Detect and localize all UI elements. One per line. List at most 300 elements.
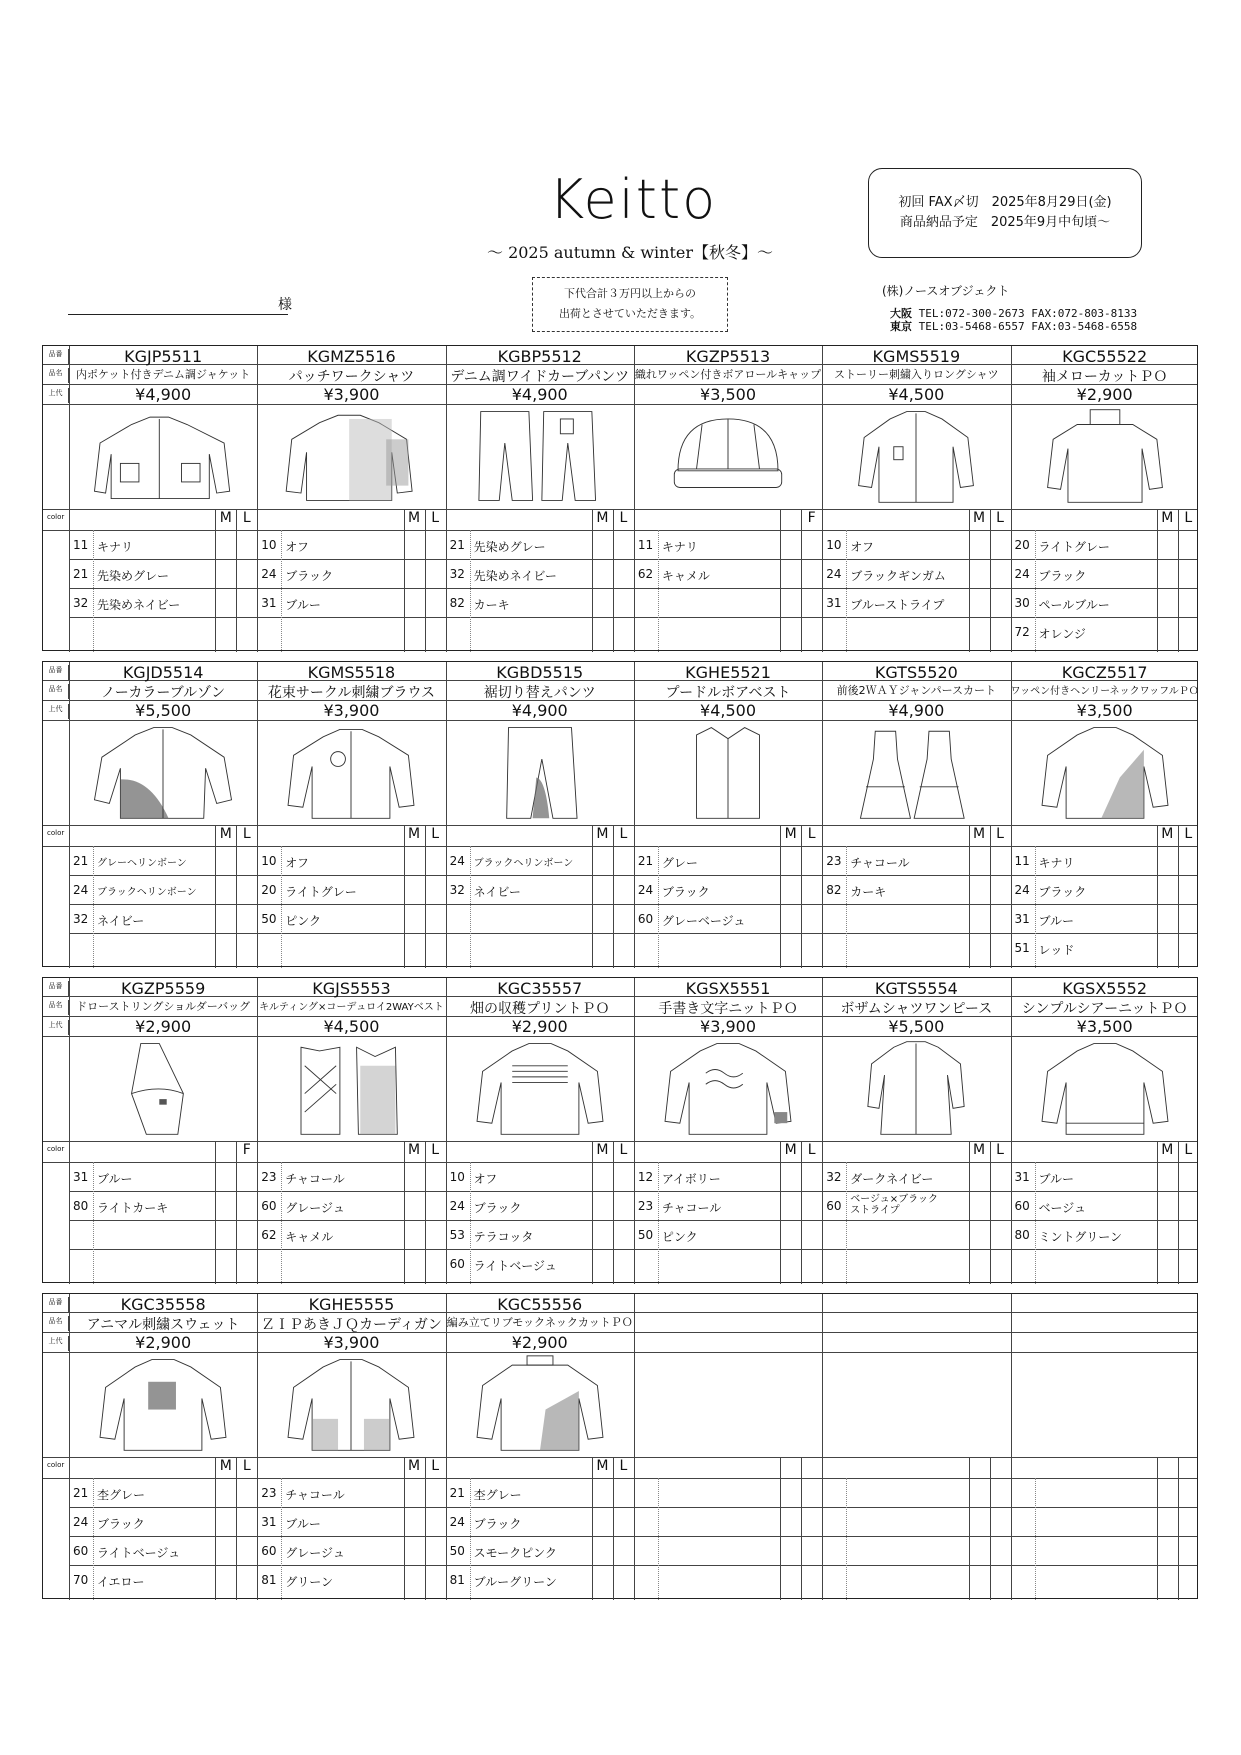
code-divider bbox=[1035, 1162, 1036, 1284]
color-name: スモークピンク bbox=[473, 1546, 557, 1560]
color-code: 31 bbox=[1014, 1170, 1030, 1184]
color-code: 11 bbox=[73, 538, 89, 552]
color-name: ブラック bbox=[1038, 569, 1087, 583]
code-divider bbox=[281, 530, 282, 652]
size-col-line bbox=[613, 825, 614, 968]
product-code: KGTS5554 bbox=[874, 979, 958, 998]
color-code: 21 bbox=[449, 538, 465, 552]
color-name: キナリ bbox=[661, 540, 698, 554]
size-col-line bbox=[404, 1457, 405, 1600]
color-row-line bbox=[69, 559, 1197, 560]
row-line bbox=[43, 404, 1197, 405]
size-col-line bbox=[990, 1141, 991, 1284]
code-divider bbox=[658, 1478, 659, 1600]
size-label: F bbox=[242, 1142, 251, 1158]
color-code: 60 bbox=[261, 1544, 277, 1558]
size-label: L bbox=[807, 826, 816, 842]
color-code: 24 bbox=[449, 1199, 465, 1213]
product-name: パッチワークシャツ bbox=[288, 369, 415, 385]
color-name: 先染めネイビー bbox=[473, 569, 557, 583]
product-name: ＺＩＰあきＪＱカーディガン bbox=[261, 1317, 442, 1333]
color-name: ブラック bbox=[285, 569, 334, 583]
color-code: 24 bbox=[449, 1515, 465, 1529]
quilted-vest-sketch bbox=[277, 1038, 425, 1138]
color-code: 31 bbox=[1014, 912, 1030, 926]
color-code: 21 bbox=[73, 567, 89, 581]
product-name: ボザムシャツワンピース bbox=[840, 1001, 993, 1017]
osaka-contact: TEL:072-300-2673 FAX:072-803-8133 bbox=[918, 307, 1138, 320]
size-col-line bbox=[969, 825, 970, 968]
color-name: ブルー bbox=[285, 598, 321, 612]
product-price: ¥3,900 bbox=[323, 701, 380, 720]
label-color: color bbox=[47, 1461, 65, 1469]
color-code: 23 bbox=[637, 1199, 654, 1213]
product-price: ¥3,500 bbox=[1076, 701, 1133, 720]
size-label: M bbox=[972, 826, 986, 842]
product-price: ¥5,500 bbox=[888, 1017, 945, 1036]
product-price: ¥4,500 bbox=[323, 1017, 380, 1036]
color-name: グレー bbox=[661, 856, 698, 870]
product-grid-3 bbox=[42, 977, 1198, 1283]
color-name: ライトグレー bbox=[285, 885, 357, 899]
label-price: 上代 bbox=[43, 1336, 69, 1351]
blouse-sketch bbox=[277, 722, 425, 822]
color-code: 60 bbox=[1014, 1199, 1030, 1213]
color-code: 31 bbox=[826, 596, 842, 610]
color-code: 21 bbox=[449, 1486, 465, 1500]
color-code: 81 bbox=[449, 1573, 465, 1587]
color-code: 23 bbox=[261, 1170, 277, 1184]
color-name: 杢グレー bbox=[473, 1488, 522, 1502]
color-code: 24 bbox=[73, 1515, 89, 1529]
label-code: 品番 bbox=[43, 665, 69, 680]
color-code: 24 bbox=[637, 883, 654, 897]
size-label: M bbox=[1161, 826, 1174, 842]
color-name: オフ bbox=[850, 540, 874, 554]
code-divider bbox=[93, 846, 94, 968]
size-col-line bbox=[425, 1457, 426, 1600]
color-name: グレージュ bbox=[285, 1201, 345, 1215]
size-col-line bbox=[1178, 1457, 1179, 1600]
color-name: ピンク bbox=[661, 1230, 698, 1244]
product-code: KGTS5520 bbox=[874, 663, 958, 682]
cap-sketch bbox=[654, 406, 802, 506]
color-name: ダークネイビー bbox=[850, 1172, 934, 1186]
jumper-skirt-sketch bbox=[842, 722, 990, 822]
color-row-line bbox=[69, 1191, 1197, 1192]
size-col-line bbox=[1157, 509, 1158, 652]
size-col-line bbox=[215, 509, 216, 652]
color-code: 60 bbox=[261, 1199, 277, 1213]
product-price: ¥3,900 bbox=[323, 1333, 380, 1352]
color-code: 32 bbox=[73, 596, 89, 610]
color-name: ネイビー bbox=[473, 885, 521, 899]
product-name: ノーカラーブルゾン bbox=[101, 685, 226, 701]
color-code: 23 bbox=[826, 854, 842, 868]
color-name: ライトカーキ bbox=[97, 1201, 169, 1215]
size-label: M bbox=[596, 1458, 609, 1474]
color-code: 60 bbox=[637, 912, 654, 926]
size-label: L bbox=[807, 1142, 816, 1158]
color-name: ライトグレー bbox=[1038, 540, 1110, 554]
product-name: 畑の収穫プリントＰＯ bbox=[470, 1001, 610, 1017]
product-price: ¥2,900 bbox=[135, 1333, 192, 1352]
size-col-line bbox=[215, 1141, 216, 1284]
color-name: ネイビー bbox=[97, 914, 145, 928]
color-name: オフ bbox=[285, 540, 309, 554]
code-divider bbox=[470, 530, 471, 652]
color-code: 53 bbox=[449, 1228, 465, 1242]
code-divider bbox=[658, 530, 659, 652]
color-name: キナリ bbox=[97, 540, 134, 554]
color-code: 32 bbox=[449, 567, 465, 581]
color-code: 10 bbox=[826, 538, 842, 552]
color-code: 32 bbox=[449, 883, 465, 897]
color-code: 50 bbox=[261, 912, 277, 926]
product-name: ドローストリングショルダーバッグ bbox=[76, 1000, 251, 1013]
size-col-line bbox=[1178, 825, 1179, 968]
product-code: KGSX5552 bbox=[1062, 979, 1148, 998]
size-col-line bbox=[780, 825, 781, 968]
product-name: キルティング×コーデュロイ2WAYベスト bbox=[259, 1002, 444, 1013]
size-label: M bbox=[596, 510, 609, 526]
color-name: カーキ bbox=[473, 598, 510, 612]
code-divider bbox=[93, 530, 94, 652]
column-line bbox=[634, 1294, 635, 1600]
note-line-2: 出荷とさせていただきます。 bbox=[558, 307, 702, 320]
size-label: L bbox=[619, 1458, 628, 1474]
long-shirt-sketch bbox=[842, 406, 990, 506]
color-code: 60 bbox=[449, 1257, 465, 1271]
size-label: L bbox=[619, 510, 628, 526]
mockneck-sketch bbox=[466, 1354, 614, 1454]
size-label: M bbox=[408, 826, 421, 842]
color-name: チャコール bbox=[285, 1172, 345, 1186]
color-name: ペールブルー bbox=[1038, 598, 1110, 612]
size-label: M bbox=[972, 1142, 986, 1158]
color-code: 50 bbox=[449, 1544, 465, 1558]
color-row-line bbox=[69, 1507, 1197, 1508]
color-name: チャコール bbox=[285, 1488, 345, 1502]
size-label: L bbox=[242, 1458, 251, 1474]
product-name: デニム調ワイドカーブパンツ bbox=[450, 369, 630, 385]
product-price: ¥2,900 bbox=[511, 1017, 568, 1036]
color-name: 先染めネイビー bbox=[97, 598, 181, 612]
color-code: 62 bbox=[261, 1228, 277, 1242]
size-label: L bbox=[619, 1142, 628, 1158]
note-line-1: 下代合計３万円以上からの bbox=[564, 287, 696, 300]
size-label: L bbox=[1184, 510, 1193, 526]
size-col-line bbox=[801, 1457, 802, 1600]
color-code: 24 bbox=[826, 567, 842, 581]
color-row-line bbox=[69, 1565, 1197, 1566]
size-col-line bbox=[425, 825, 426, 968]
product-name: ストーリー刺繍入りロングシャツ bbox=[834, 368, 999, 381]
product-code: KGC35557 bbox=[497, 979, 583, 998]
color-name: ブルー bbox=[1038, 914, 1075, 928]
size-label: L bbox=[242, 510, 251, 526]
size-label: L bbox=[242, 826, 251, 842]
product-code: KGCZ5517 bbox=[1061, 663, 1148, 682]
size-label: L bbox=[619, 826, 628, 842]
color-name: テラコッタ bbox=[473, 1230, 534, 1244]
color-code: 30 bbox=[1014, 596, 1030, 610]
product-code: KGBD5515 bbox=[496, 663, 584, 682]
size-label: M bbox=[408, 1458, 421, 1474]
color-row-line bbox=[69, 1536, 1197, 1537]
product-name: 裾切り替えパンツ bbox=[483, 685, 596, 701]
size-col-line bbox=[780, 1457, 781, 1600]
size-label: L bbox=[431, 1458, 439, 1474]
code-divider bbox=[846, 530, 847, 652]
color-code: 10 bbox=[449, 1170, 465, 1184]
color-code: 24 bbox=[1014, 883, 1030, 897]
deadline-delivery: 商品納品予定 2025年9月中旬頃～ bbox=[899, 215, 1111, 230]
color-code: 20 bbox=[261, 883, 277, 897]
size-label: M bbox=[596, 1142, 609, 1158]
size-col-line bbox=[1157, 1141, 1158, 1284]
size-label: L bbox=[431, 826, 439, 842]
size-col-line bbox=[801, 1141, 802, 1284]
size-label: L bbox=[996, 510, 1004, 526]
product-name: 織れワッペン付きボアロールキャップ bbox=[634, 368, 822, 381]
label-color: color bbox=[47, 1145, 65, 1153]
jogger-sketch bbox=[466, 722, 614, 822]
product-code: KGMS5519 bbox=[872, 347, 961, 366]
bag-sketch bbox=[89, 1038, 237, 1138]
sweat-sketch bbox=[89, 1354, 237, 1454]
label-price: 上代 bbox=[43, 388, 69, 403]
product-price: ¥4,500 bbox=[888, 385, 945, 404]
product-code: KGZP5559 bbox=[121, 979, 206, 998]
code-divider bbox=[93, 1478, 94, 1600]
color-code: 72 bbox=[1014, 625, 1030, 639]
color-code: 31 bbox=[261, 596, 277, 610]
size-col-line bbox=[1178, 509, 1179, 652]
size-label: M bbox=[1161, 1142, 1174, 1158]
product-code: KGSX5551 bbox=[685, 979, 771, 998]
product-code: KGHE5555 bbox=[308, 1295, 395, 1314]
code-divider bbox=[281, 1162, 282, 1284]
product-name: アニマル刺繍スウェット bbox=[86, 1317, 240, 1333]
color-code: 31 bbox=[261, 1515, 277, 1529]
henley-sketch bbox=[1031, 722, 1179, 822]
color-code: 31 bbox=[73, 1170, 89, 1184]
product-code: KGC55522 bbox=[1062, 347, 1148, 366]
color-code: 24 bbox=[1014, 567, 1030, 581]
label-color: color bbox=[47, 829, 65, 837]
product-code: KGMS5518 bbox=[307, 663, 396, 682]
osaka-label: 大阪 bbox=[890, 307, 912, 320]
code-divider bbox=[1035, 1478, 1036, 1600]
product-code: KGJP5511 bbox=[124, 347, 203, 366]
color-name: グレーベージュ bbox=[661, 914, 746, 928]
code-divider bbox=[846, 1478, 847, 1600]
company-name: (株)ノースオブジェクト bbox=[882, 284, 1010, 298]
product-price: ¥4,900 bbox=[511, 385, 568, 404]
size-col-line bbox=[425, 509, 426, 652]
knit-sketch bbox=[654, 1038, 802, 1138]
color-name: ブラック bbox=[97, 1517, 145, 1531]
size-label: L bbox=[1184, 826, 1193, 842]
color-name: ブラックヘリンボーン bbox=[473, 858, 574, 869]
pants-sketch bbox=[466, 406, 614, 506]
color-name: レッド bbox=[1038, 943, 1075, 957]
color-name: ブルーグリーン bbox=[473, 1575, 557, 1589]
tokyo-label: 東京 bbox=[890, 320, 912, 333]
code-divider bbox=[846, 1162, 847, 1284]
product-name: 袖メローカットＰＯ bbox=[1041, 369, 1168, 385]
color-code: 60 bbox=[826, 1199, 842, 1213]
size-col-line bbox=[780, 1141, 781, 1284]
size-col-line bbox=[215, 1457, 216, 1600]
color-name: キャメル bbox=[285, 1230, 334, 1244]
color-row-line bbox=[69, 1220, 1197, 1221]
color-code: 50 bbox=[637, 1228, 654, 1242]
size-col-line bbox=[990, 509, 991, 652]
color-row-line bbox=[69, 904, 1197, 905]
color-code: 10 bbox=[261, 538, 277, 552]
size-col-line bbox=[801, 509, 802, 652]
color-row-line bbox=[69, 875, 1197, 876]
color-code: 62 bbox=[637, 567, 654, 581]
row-line bbox=[43, 1352, 1197, 1353]
product-name: 編み立てリブモックネックカットＰＯ bbox=[446, 1316, 633, 1329]
product-price: ¥2,900 bbox=[1076, 385, 1133, 404]
product-code: KGBP5512 bbox=[497, 347, 582, 366]
color-code: 32 bbox=[73, 912, 89, 926]
color-code: 11 bbox=[637, 538, 654, 552]
product-name: ワッペン付きヘンリーネックワッフルＰＯ bbox=[1010, 686, 1199, 697]
size-label: M bbox=[408, 510, 421, 526]
label-name: 品名 bbox=[43, 368, 69, 383]
product-grid-1 bbox=[42, 345, 1198, 651]
contact-info bbox=[890, 307, 1137, 333]
color-name: オフ bbox=[473, 1172, 498, 1186]
color-name: ブルー bbox=[285, 1517, 321, 1531]
product-code: KGJD5514 bbox=[122, 663, 204, 682]
deadline-box bbox=[868, 168, 1142, 258]
color-name: アイボリー bbox=[661, 1172, 721, 1186]
size-label: L bbox=[996, 826, 1004, 842]
customer-name-field[interactable] bbox=[68, 296, 292, 315]
color-name: ブラックギンガム bbox=[850, 569, 946, 583]
color-code: 80 bbox=[1014, 1228, 1030, 1242]
color-name: ミントグリーン bbox=[1038, 1230, 1123, 1244]
color-name: チャコール bbox=[850, 856, 910, 870]
color-row-line bbox=[69, 933, 1197, 934]
label-price: 上代 bbox=[43, 1020, 69, 1035]
code-divider bbox=[470, 1162, 471, 1284]
color-code: 12 bbox=[637, 1170, 654, 1184]
code-divider bbox=[1035, 846, 1036, 968]
product-grid-4 bbox=[42, 1293, 1198, 1599]
size-label: M bbox=[1161, 510, 1174, 526]
code-divider bbox=[846, 846, 847, 968]
label-name: 品名 bbox=[43, 684, 69, 699]
size-col-line bbox=[215, 825, 216, 968]
code-divider bbox=[281, 846, 282, 968]
color-code: 80 bbox=[73, 1199, 89, 1213]
brand-logo: Keitto bbox=[548, 168, 718, 231]
size-col-line bbox=[1157, 1457, 1158, 1600]
color-name: ライトベージュ bbox=[97, 1546, 181, 1560]
product-grid-2 bbox=[42, 661, 1198, 967]
size-col-line bbox=[404, 825, 405, 968]
product-price: ¥3,900 bbox=[323, 385, 380, 404]
size-col-line bbox=[592, 509, 593, 652]
size-label: M bbox=[972, 510, 986, 526]
color-code: 11 bbox=[1014, 854, 1030, 868]
tokyo-contact: TEL:03-5468-6557 FAX:03-5468-6558 bbox=[918, 320, 1138, 333]
color-row-line bbox=[69, 1249, 1197, 1250]
label-name: 品名 bbox=[43, 1316, 69, 1331]
color-name: キャメル bbox=[661, 569, 710, 583]
size-label: M bbox=[784, 826, 797, 842]
color-name: カーキ bbox=[850, 885, 887, 899]
cardigan-sketch bbox=[277, 1354, 425, 1454]
product-price: ¥3,500 bbox=[700, 385, 757, 404]
size-label: M bbox=[408, 1142, 421, 1158]
label-code: 品番 bbox=[43, 349, 69, 364]
product-name: 手書き文字ニットＰＯ bbox=[658, 1001, 798, 1017]
size-col-line bbox=[990, 1457, 991, 1600]
column-line bbox=[1011, 1294, 1012, 1600]
color-code: 23 bbox=[261, 1486, 277, 1500]
size-col-line bbox=[613, 1141, 614, 1284]
product-price: ¥2,900 bbox=[511, 1333, 568, 1352]
product-price: ¥2,900 bbox=[135, 1017, 192, 1036]
jacket-sketch bbox=[89, 406, 237, 506]
size-label: F bbox=[807, 510, 816, 526]
color-name: 先染めグレー bbox=[473, 540, 546, 554]
color-code: 51 bbox=[1014, 941, 1030, 955]
product-price: ¥5,500 bbox=[135, 701, 192, 720]
size-col-line bbox=[404, 1141, 405, 1284]
color-name: チャコール bbox=[661, 1201, 722, 1215]
deadline-fax: 初回 FAX〆切 2025年8月29日(金) bbox=[898, 195, 1112, 210]
color-name: オレンジ bbox=[1038, 627, 1086, 641]
product-price: ¥4,900 bbox=[511, 701, 568, 720]
size-label: M bbox=[596, 826, 609, 842]
color-row-line bbox=[69, 588, 1197, 589]
size-col-line bbox=[425, 1141, 426, 1284]
color-name: ブラック bbox=[1038, 885, 1087, 899]
size-col-line bbox=[236, 825, 237, 968]
product-price: ¥3,500 bbox=[1076, 1017, 1133, 1036]
minimum-order-note bbox=[532, 277, 728, 332]
color-code: 10 bbox=[261, 854, 277, 868]
product-name: 花束サークル刺繍ブラウス bbox=[267, 685, 436, 701]
size-col-line bbox=[969, 1457, 970, 1600]
color-code: 20 bbox=[1014, 538, 1030, 552]
product-price: ¥3,900 bbox=[700, 1017, 757, 1036]
row-line bbox=[43, 720, 1197, 721]
size-col-line bbox=[780, 509, 781, 652]
product-name: 内ポケット付きデニム調ジャケット bbox=[76, 368, 251, 381]
color-name: ライトベージュ bbox=[473, 1259, 557, 1273]
color-name: ブルー bbox=[97, 1172, 133, 1186]
size-label: L bbox=[1184, 1142, 1193, 1158]
code-divider bbox=[93, 1162, 94, 1284]
color-name: 杢グレー bbox=[97, 1488, 146, 1502]
color-code: 21 bbox=[637, 854, 654, 868]
color-row-line bbox=[69, 617, 1197, 618]
color-name: ブルーストライプ bbox=[850, 598, 945, 612]
color-code: 24 bbox=[449, 854, 465, 868]
label-price: 上代 bbox=[43, 704, 69, 719]
size-label: L bbox=[996, 1142, 1004, 1158]
